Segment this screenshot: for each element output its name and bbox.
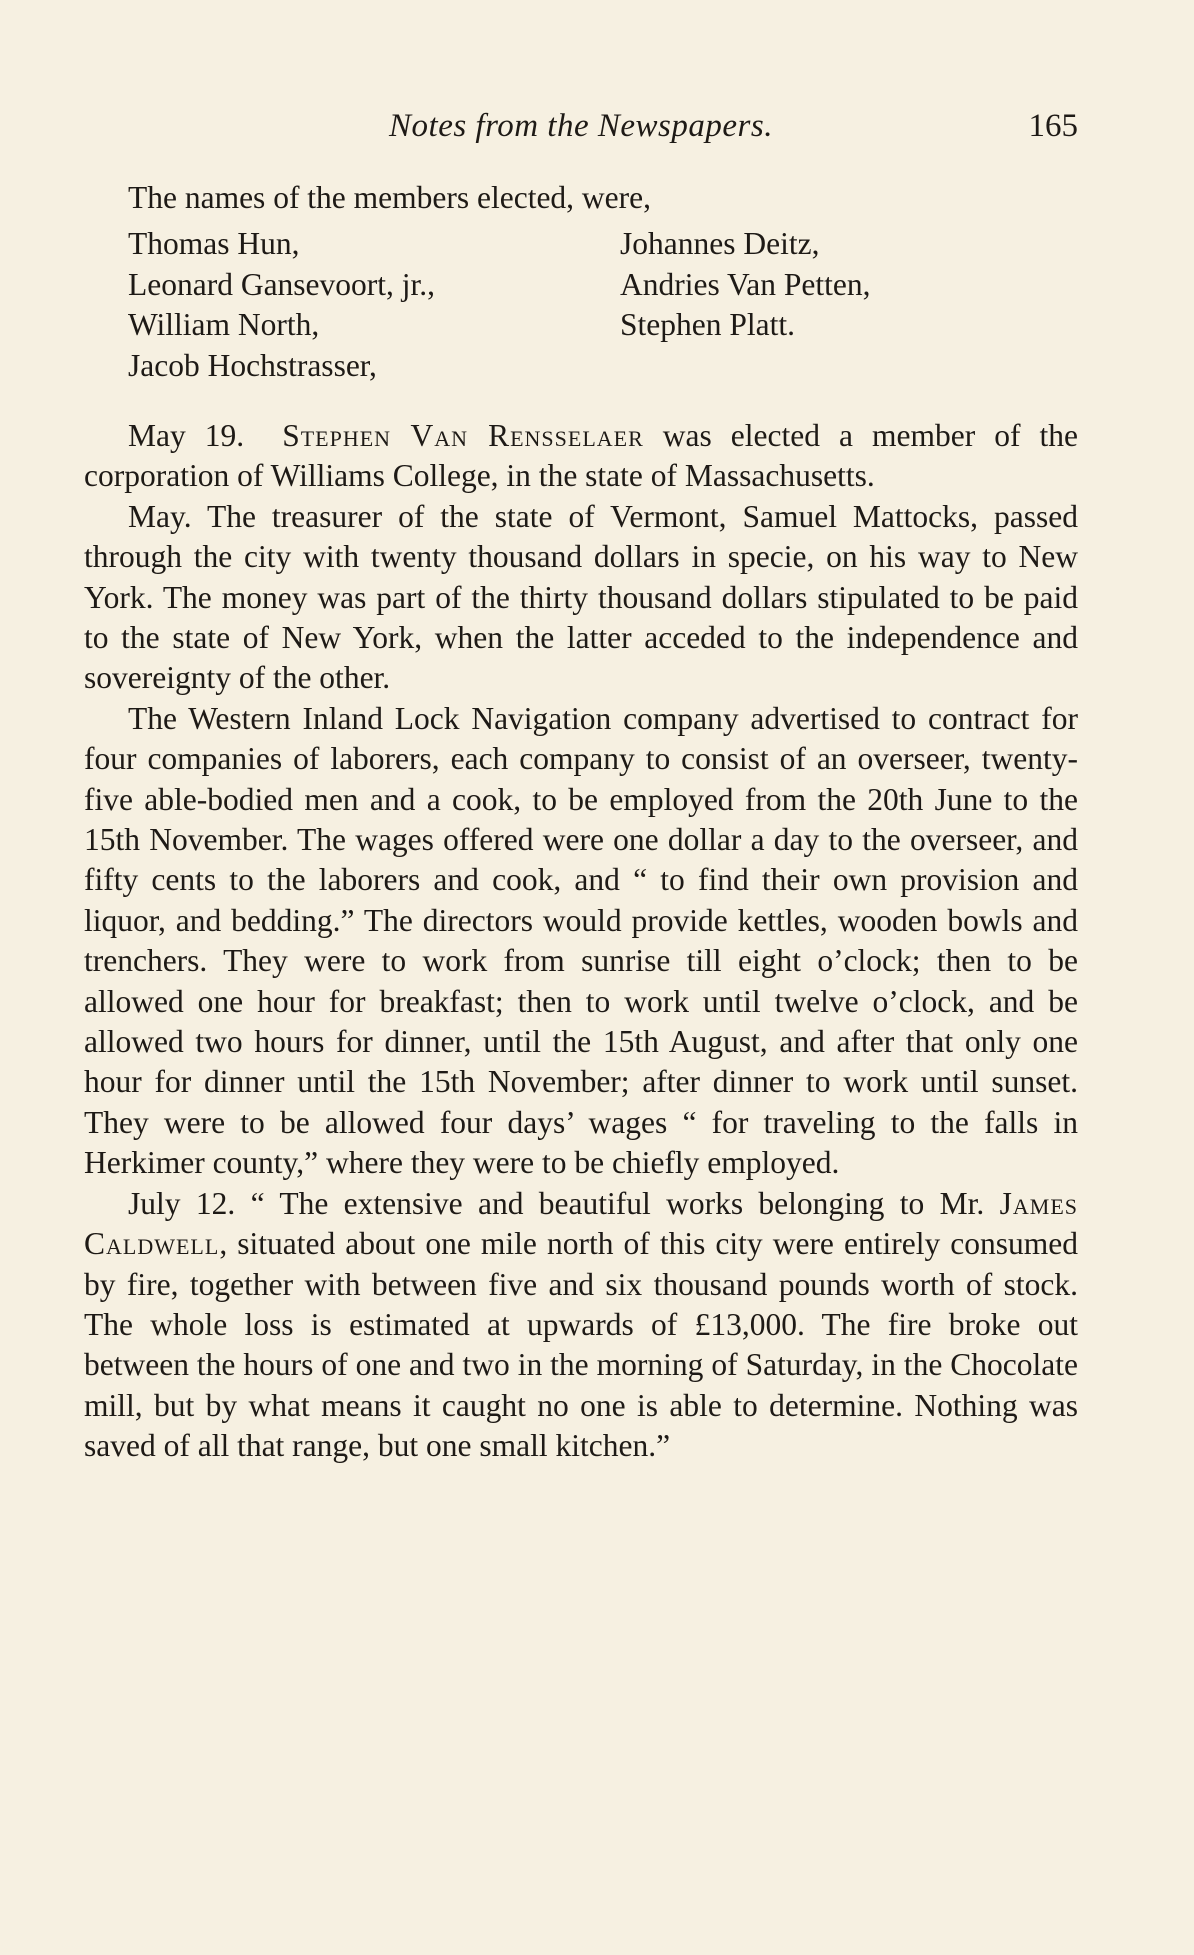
member-name: William North, bbox=[128, 307, 320, 343]
member-name: Jacob Hochstrasser, bbox=[128, 347, 377, 383]
member-name: Andries Van Petten, bbox=[620, 266, 871, 302]
paragraph-may-treasurer: May. The treasurer of the state of Vermont, Samuel Mattocks, passed through the city with twenty thousand dollars in specie, on his way to New York. The money was part of the thirty thousand dollars stipulated to be paid to the state of New York, when the latter acceded to the independence and sovereignty of the other. bbox=[84, 498, 1078, 696]
members-column-left bbox=[128, 224, 620, 386]
paragraph-text: was elected a member of the corporation of Williams College, in the state of Massachusetts. bbox=[84, 417, 1079, 494]
person-name: Stephen Van Rensselaer bbox=[282, 417, 644, 453]
member-name: Leonard Gansevoort, jr., bbox=[128, 266, 436, 302]
member-name: Thomas Hun, bbox=[128, 226, 300, 262]
paragraph-may-19 bbox=[84, 416, 1078, 497]
paragraph-july-12 bbox=[84, 1184, 1078, 1467]
members-list bbox=[84, 224, 1078, 386]
person-name: James Caldwell bbox=[84, 1185, 1078, 1262]
page-header bbox=[84, 108, 1078, 154]
paragraph-text: , situated about one mile north of this city were entirely consumed by fire, together with between five and six thousand pounds worth of stock. The whole loss is estimated at upwards of £13,000. The fire broke out between the hours of one and two in the morning of Saturday, in the Chocolate mill, but by what means it caught no one is able to determine. Nothing was saved of all that range, but one small kitchen.” bbox=[84, 1226, 1078, 1464]
paragraph-lock-navigation: The Western Inland Lock Navigation company advertised to contract for four companies of laborers, each company to consist of an overseer, twenty-five able-bodied men and a cook, to be employed from the 20th June to the 15th November. The wages offered were one dollar a day to the overseer, and fifty cents to the laborers and cook, and “ to find their own provision and liquor, and bedding.” The directors would provide kettles, wooden bowls and trenchers. They were to work from sunrise till eight o’clock; then to be allowed one hour for breakfast; then to work until twelve o’clock, and be allowed two hours for dinner, until the 15th August, and after that only one hour for dinner until the 15th November; after dinner to work until sunset. They were to be allowed four days’ wages “ for traveling to the falls in Herkimer county,” where they were to be chiefly employed. bbox=[84, 700, 1078, 1181]
page-body bbox=[84, 178, 1078, 1467]
running-title: Notes from the Newspapers. bbox=[389, 108, 773, 144]
page-number: 165 bbox=[1028, 108, 1078, 144]
member-name: Stephen Platt. bbox=[620, 307, 795, 343]
member-name: Johannes Deitz, bbox=[620, 226, 820, 262]
members-intro: The names of the members elected, were, bbox=[128, 180, 652, 215]
members-column-right bbox=[620, 224, 1100, 386]
paragraph-date: May 19. bbox=[128, 417, 245, 453]
paragraph-lead: July 12. “ The extensive and beautiful works belonging to Mr. bbox=[128, 1185, 1000, 1221]
